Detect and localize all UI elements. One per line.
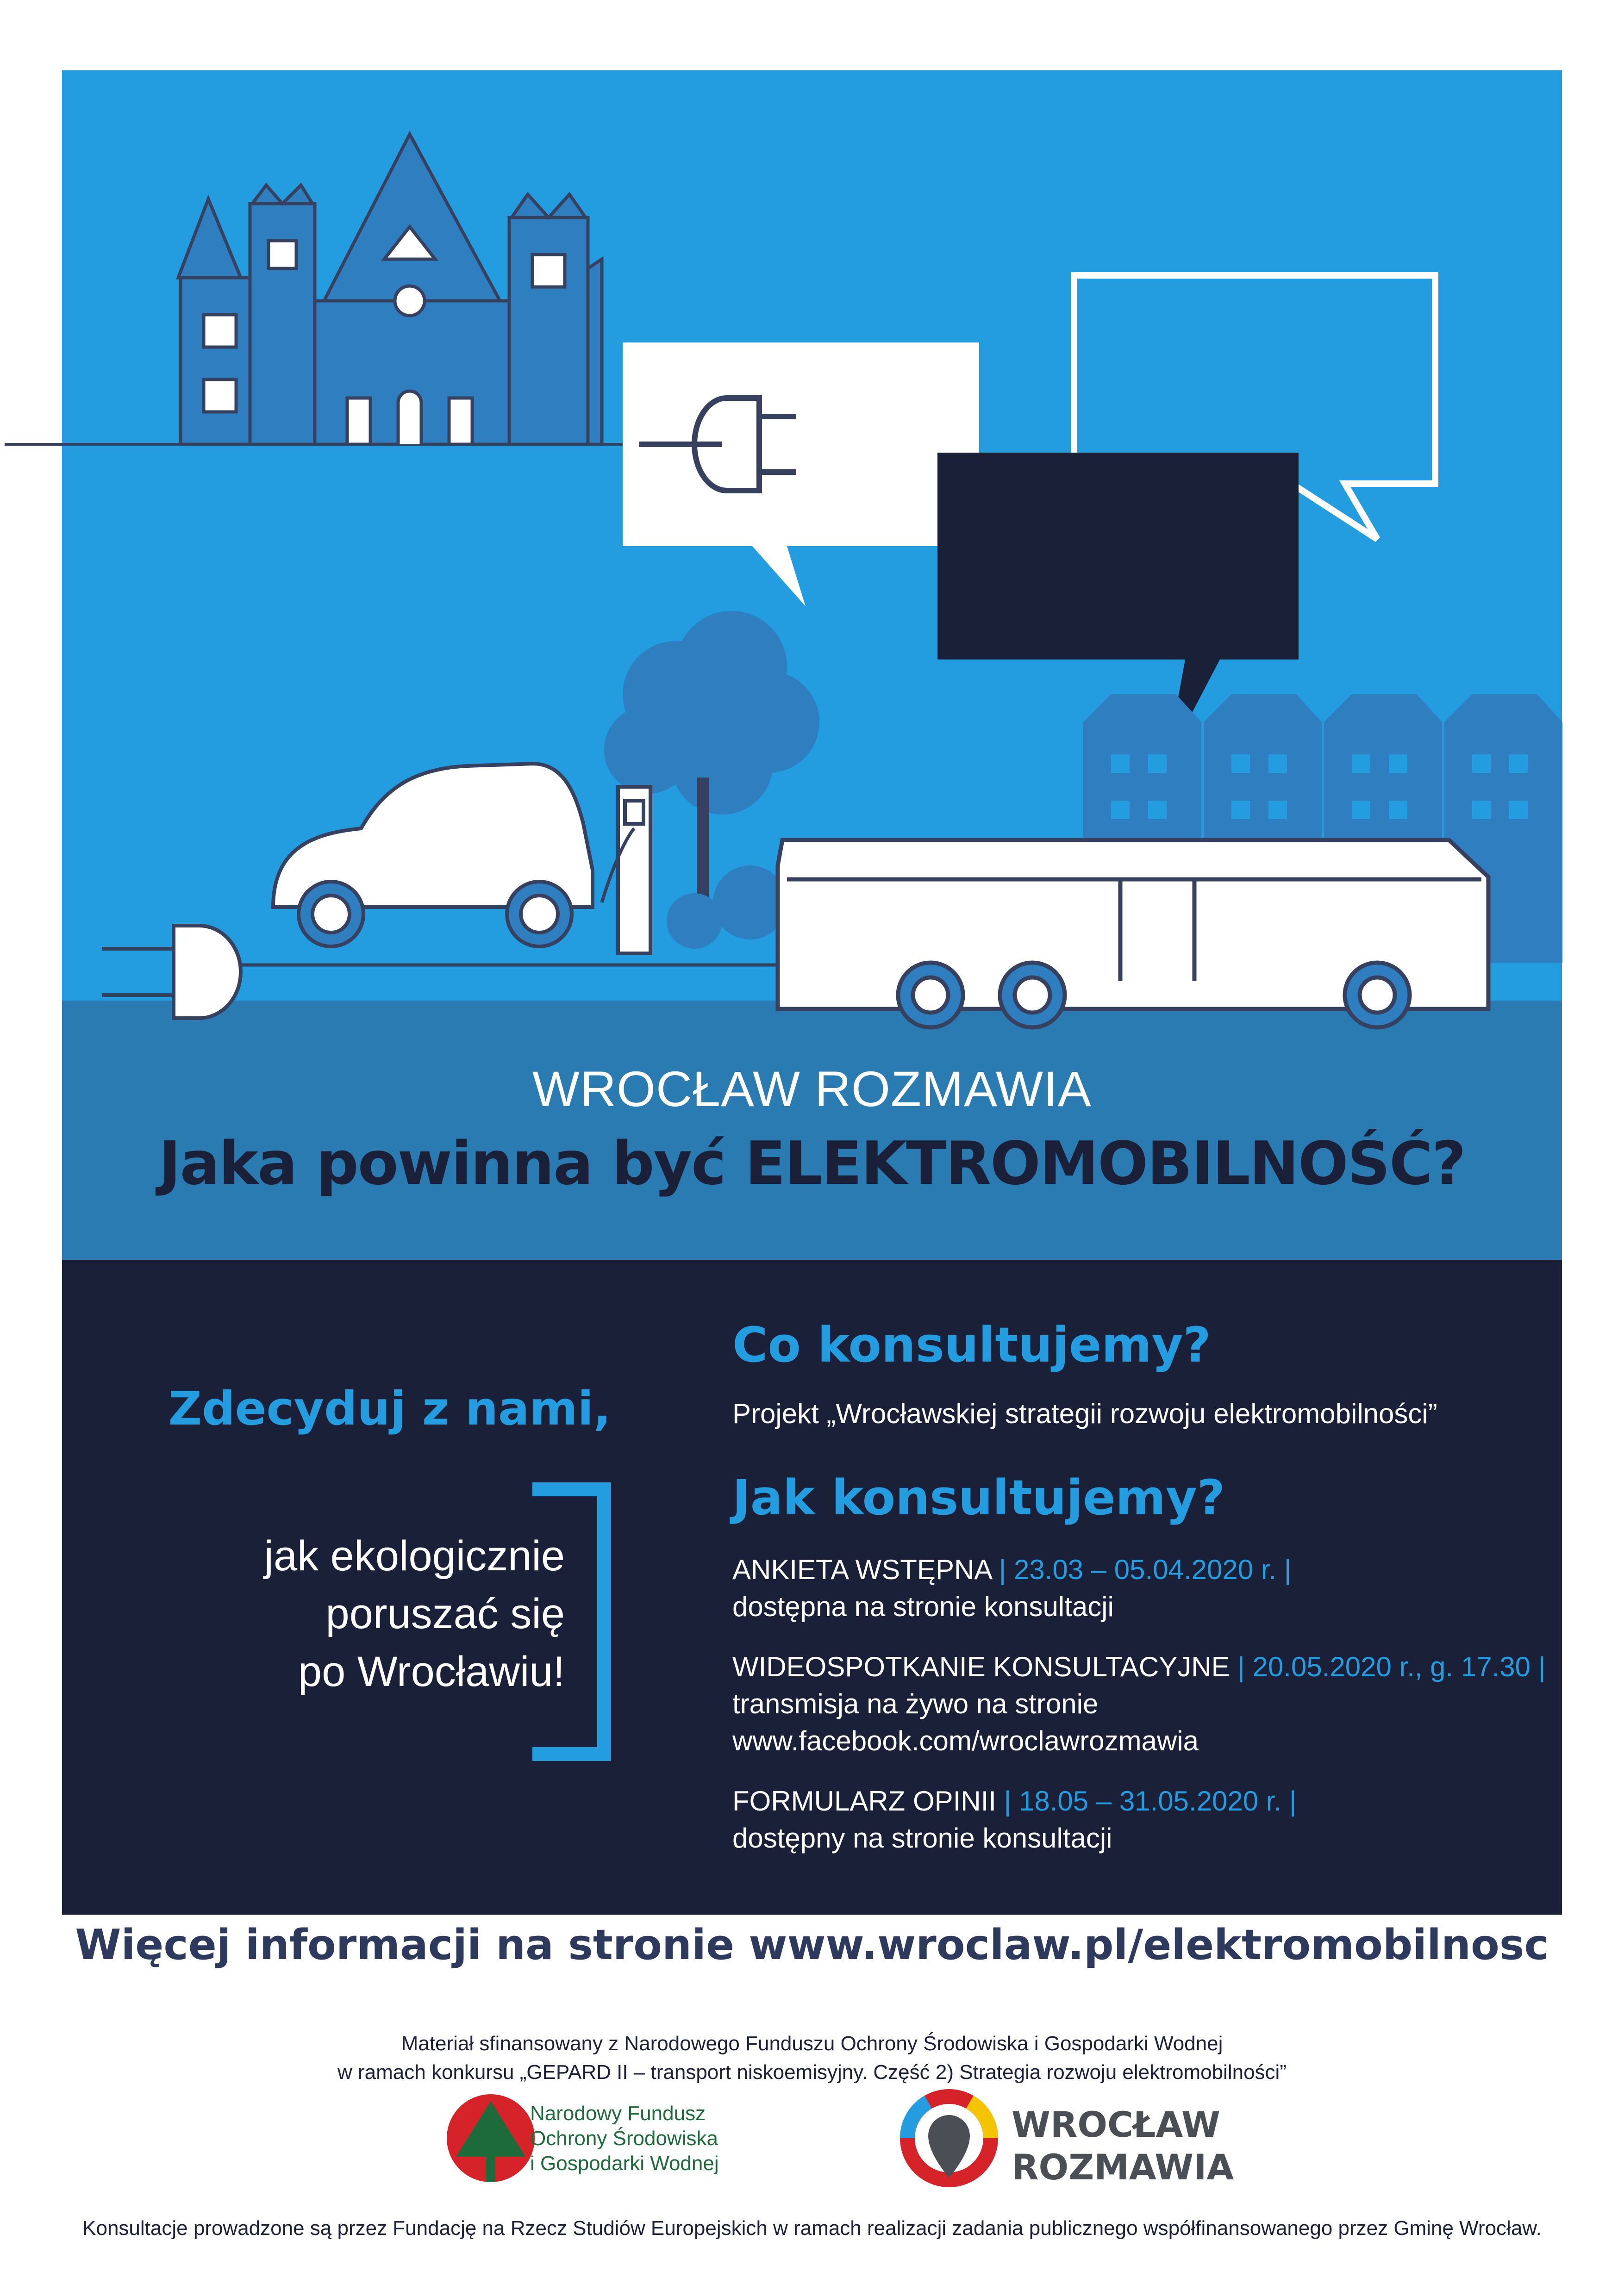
left-body-line: poruszać się [325,1590,565,1637]
funding-line: Materiał sfinansowany z Narodowego Funduszu Ochrony Środowiska i Gospodarki Wodnej [401,2032,1223,2055]
more-info-link[interactable]: Więcej informacji na stronie www.wroclaw.pl/elektromobilnosc [75,1921,1549,1969]
funding-line: w ramach konkursu „GEPARD II – transport niskoemisyjny. Część 2) Strategia rozwoju elektromobilności” [337,2061,1287,2084]
how-item-date: | 23.03 – 05.04.2020 r. | [999,1554,1292,1585]
how-item-date: | 20.05.2020 r., g. 17.30 | [1237,1651,1546,1682]
nfos-logo-text: Narodowy Fundusz Ochrony Środowiska i Gospodarki Wodnej [530,2102,719,2175]
hero-subtitle: WROCŁAW ROZMAWIA [532,1061,1092,1117]
left-heading: Zdecyduj z nami, [168,1381,611,1436]
how-item-desc: transmisja na żywo na stronie [732,1688,1099,1719]
charging-station-icon [618,787,650,953]
left-body [69,1527,565,1701]
electric-bus-icon [778,840,1488,1027]
how-item [732,1551,1561,1625]
hero-title: Jaka powinna być ELEKTROMOBILNOŚĆ? [159,1129,1465,1198]
nfos-logo-icon [447,2094,535,2182]
how-section [732,1469,1561,1857]
how-item-desc: dostępna na stronie konsultacji [732,1591,1114,1622]
how-item [732,1649,1561,1760]
left-body-line: jak ekologicznie [264,1532,565,1580]
how-title: Jak konsultujemy? [732,1469,1225,1526]
how-item-link[interactable]: www.facebook.com/wroclawrozmawia [732,1725,1199,1756]
how-item-date: | 18.05 – 31.05.2020 r. | [1004,1786,1297,1817]
funding-note [93,2029,1531,2087]
how-item-desc: dostępny na stronie konsultacji [732,1823,1112,1854]
left-body-line: po Wrocławiu! [298,1648,565,1695]
wroclaw-rozmawia-logo-text: WROCŁAW ROZMAWIA [1012,2104,1234,2188]
wroclaw-rozmawia-logo-icon [907,2097,991,2180]
how-item [732,1783,1561,1857]
how-item-label: ANKIETA WSTĘPNA [732,1554,992,1585]
what-text: Projekt „Wrocławskiej strategii rozwoju elektromobilności” [732,1398,1437,1429]
how-item-label: FORMULARZ OPINII [732,1786,997,1817]
footer-note: Konsultacje prowadzone są przez Fundację na Rzecz Studiów Europejskich w ramach realizacji zadania publicznego współfinansowanego przez Gminę Wrocław. [82,2217,1542,2240]
what-title: Co konsultujemy? [732,1317,1211,1373]
what-section [732,1317,1561,1432]
how-item-label: WIDEOSPOTKANIE KONSULTACYJNE [732,1651,1230,1682]
